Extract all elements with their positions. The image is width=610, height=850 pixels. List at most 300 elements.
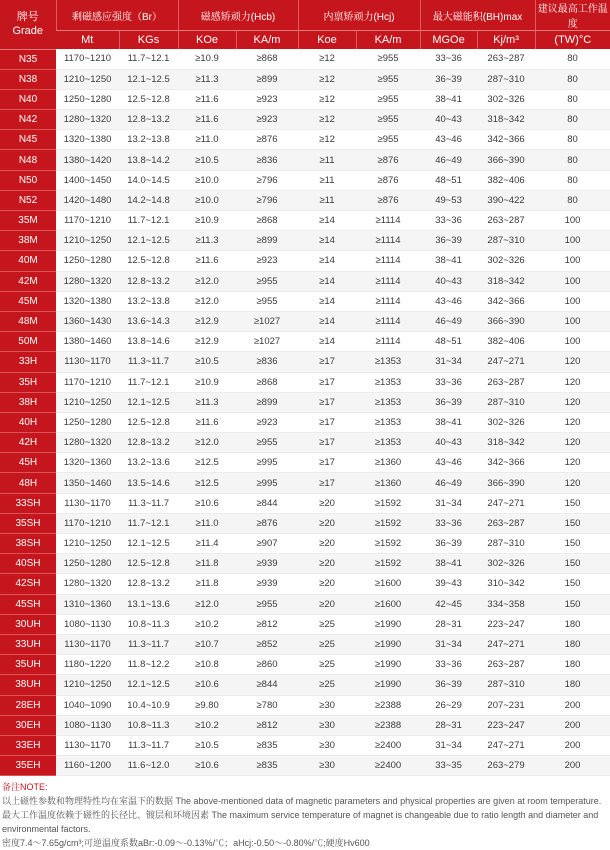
table-row [0, 392, 610, 412]
value-cell: ≥955 [356, 89, 420, 109]
value-cell: ≥11.6 [178, 251, 236, 271]
value-cell: 48~51 [420, 170, 477, 190]
table-row [0, 69, 610, 89]
value-cell: 120 [535, 473, 610, 493]
value-cell: ≥12 [298, 89, 356, 109]
value-cell: 11.7~12.1 [119, 372, 178, 392]
value-cell: 366~390 [477, 311, 535, 331]
value-cell: 287~310 [477, 69, 535, 89]
value-cell: 12.5~12.8 [119, 412, 178, 432]
note-line: 最大工作温度依赖于磁性的长径比、镀层和环境因素 The maximum service temperature of magnet is changeable due to ratio length and diameter and environmental factors. [2, 810, 599, 835]
value-cell: 1210~1250 [56, 675, 119, 695]
value-cell: ≥796 [236, 190, 298, 210]
value-cell: 43~46 [420, 130, 477, 150]
grade-cell: 48M [0, 311, 56, 331]
table-row [0, 352, 610, 372]
value-cell: ≥10.6 [178, 493, 236, 513]
unit-header: Kj/m³ [477, 31, 535, 50]
value-cell: ≥876 [356, 150, 420, 170]
value-cell: 120 [535, 433, 610, 453]
value-cell: ≥17 [298, 433, 356, 453]
value-cell: ≥14 [298, 231, 356, 251]
grade-header-cn: 牌号 [16, 11, 39, 24]
table-row [0, 231, 610, 251]
grade-cell: 33SH [0, 493, 56, 513]
value-cell: 100 [535, 332, 610, 352]
notes-section [0, 776, 610, 850]
value-cell: ≥30 [298, 735, 356, 755]
grade-cell: 45H [0, 453, 56, 473]
value-cell: 100 [535, 231, 610, 251]
value-cell: ≥10.2 [178, 614, 236, 634]
table-row [0, 513, 610, 533]
value-cell: ≥1600 [356, 594, 420, 614]
grade-cell: N45 [0, 130, 56, 150]
value-cell: ≥780 [236, 695, 298, 715]
value-cell: 180 [535, 655, 610, 675]
value-cell: 1130~1170 [56, 493, 119, 513]
grade-cell: N40 [0, 89, 56, 109]
value-cell: 310~342 [477, 574, 535, 594]
table-row [0, 493, 610, 513]
value-cell: ≥11.6 [178, 412, 236, 432]
table-row [0, 675, 610, 695]
value-cell: ≥11.8 [178, 554, 236, 574]
value-cell: 12.5~12.8 [119, 554, 178, 574]
value-cell: ≥1027 [236, 311, 298, 331]
value-cell: ≥11.6 [178, 110, 236, 130]
table-row [0, 412, 610, 432]
value-cell: 1130~1170 [56, 735, 119, 755]
table-row [0, 554, 610, 574]
value-cell: ≥955 [356, 69, 420, 89]
value-cell: 334~358 [477, 594, 535, 614]
value-cell: ≥995 [236, 453, 298, 473]
value-cell: 12.8~13.2 [119, 271, 178, 291]
value-cell: 390~422 [477, 190, 535, 210]
value-cell: ≥10.9 [178, 211, 236, 231]
value-cell: 263~287 [477, 211, 535, 231]
table-row [0, 715, 610, 735]
value-cell: ≥907 [236, 534, 298, 554]
value-cell: 80 [535, 170, 610, 190]
value-cell: 12.8~13.2 [119, 574, 178, 594]
grade-cell: 30UH [0, 614, 56, 634]
value-cell: 100 [535, 211, 610, 231]
value-cell: 150 [535, 574, 610, 594]
value-cell: ≥10.9 [178, 49, 236, 69]
value-cell: ≥836 [236, 150, 298, 170]
value-cell: 318~342 [477, 433, 535, 453]
value-cell: ≥939 [236, 554, 298, 574]
value-cell: 31~34 [420, 493, 477, 513]
value-cell: 1080~1130 [56, 614, 119, 634]
value-cell: ≥10.0 [178, 190, 236, 210]
table-row [0, 614, 610, 634]
value-cell: ≥835 [236, 756, 298, 776]
value-cell: ≥11 [298, 170, 356, 190]
table-row [0, 473, 610, 493]
value-cell: 48~51 [420, 332, 477, 352]
value-cell: 366~390 [477, 473, 535, 493]
value-cell: ≥11 [298, 150, 356, 170]
value-cell: 11.8~12.2 [119, 655, 178, 675]
value-cell: 31~34 [420, 634, 477, 654]
value-cell: ≥1360 [356, 473, 420, 493]
grade-cell: 45SH [0, 594, 56, 614]
value-cell: 200 [535, 735, 610, 755]
value-cell: ≥25 [298, 614, 356, 634]
grade-header [0, 0, 56, 49]
table-row [0, 251, 610, 271]
bhmax-header: 最大磁能积(BH)max [420, 0, 535, 31]
note-line: 密度7.4～7.65g/cm³;可逆温度系数aBr:-0.09～-0.13%/℃；aHcj:-0.50～-0.80%/℃;硬度Hv600 [2, 838, 370, 849]
value-cell: 80 [535, 69, 610, 89]
value-cell: 11.3~11.7 [119, 352, 178, 372]
table-row [0, 89, 610, 109]
unit-header: KOe [178, 31, 236, 50]
value-cell: 1280~1320 [56, 433, 119, 453]
value-cell: 36~39 [420, 675, 477, 695]
value-cell: 1160~1200 [56, 756, 119, 776]
value-cell: 150 [535, 594, 610, 614]
value-cell: ≥12 [298, 69, 356, 89]
value-cell: 342~366 [477, 130, 535, 150]
value-cell: 80 [535, 150, 610, 170]
grade-cell: 40H [0, 412, 56, 432]
value-cell: 12.8~13.2 [119, 433, 178, 453]
value-cell: 366~390 [477, 150, 535, 170]
value-cell: 302~326 [477, 554, 535, 574]
value-cell: ≥12 [298, 130, 356, 150]
grade-header-en: Grade [12, 25, 44, 38]
value-cell: 43~46 [420, 453, 477, 473]
table-row [0, 634, 610, 654]
grade-cell: 48H [0, 473, 56, 493]
value-cell: ≥10.6 [178, 675, 236, 695]
value-cell: ≥20 [298, 574, 356, 594]
value-cell: ≥955 [236, 291, 298, 311]
value-cell: 247~271 [477, 634, 535, 654]
unit-header: Mt [56, 31, 119, 50]
value-cell: 1280~1320 [56, 271, 119, 291]
value-cell: 12.5~12.8 [119, 251, 178, 271]
value-cell: ≥796 [236, 170, 298, 190]
table-body [0, 49, 610, 776]
value-cell: 1210~1250 [56, 231, 119, 251]
value-cell: 287~310 [477, 534, 535, 554]
grade-cell: 38UH [0, 675, 56, 695]
value-cell: 12.1~12.5 [119, 392, 178, 412]
value-cell: ≥923 [236, 251, 298, 271]
value-cell: 1040~1090 [56, 695, 119, 715]
value-cell: 11.6~12.0 [119, 756, 178, 776]
value-cell: ≥10.5 [178, 150, 236, 170]
value-cell: 11.3~11.7 [119, 735, 178, 755]
value-cell: 200 [535, 715, 610, 735]
value-cell: 120 [535, 392, 610, 412]
value-cell: 11.3~11.7 [119, 634, 178, 654]
value-cell: ≥844 [236, 493, 298, 513]
unit-header: (TW)°C [535, 31, 610, 50]
value-cell: ≥955 [236, 433, 298, 453]
grade-cell: 35M [0, 211, 56, 231]
value-cell: 1170~1210 [56, 211, 119, 231]
value-cell: 13.2~13.8 [119, 291, 178, 311]
value-cell: 36~39 [420, 534, 477, 554]
value-cell: 247~271 [477, 735, 535, 755]
unit-header: KA/m [236, 31, 298, 50]
unit-header: KGs [119, 31, 178, 50]
value-cell: ≥1990 [356, 634, 420, 654]
value-cell: ≥12 [298, 110, 356, 130]
table-row [0, 130, 610, 150]
value-cell: ≥1600 [356, 574, 420, 594]
value-cell: ≥20 [298, 493, 356, 513]
value-cell: 33~35 [420, 756, 477, 776]
table-row [0, 332, 610, 352]
value-cell: 342~366 [477, 291, 535, 311]
value-cell: 26~29 [420, 695, 477, 715]
value-cell: 318~342 [477, 110, 535, 130]
value-cell: ≥876 [236, 130, 298, 150]
value-cell: 180 [535, 634, 610, 654]
value-cell: 382~406 [477, 332, 535, 352]
value-cell: ≥17 [298, 453, 356, 473]
value-cell: ≥17 [298, 473, 356, 493]
table-row [0, 211, 610, 231]
value-cell: 1380~1460 [56, 332, 119, 352]
value-cell: ≥923 [236, 412, 298, 432]
value-cell: ≥1114 [356, 231, 420, 251]
value-cell: 40~43 [420, 433, 477, 453]
value-cell: ≥1990 [356, 614, 420, 634]
value-cell: 223~247 [477, 614, 535, 634]
notes-title: 备注NOTE: [2, 782, 48, 793]
value-cell: ≥1027 [236, 332, 298, 352]
grade-cell: 40SH [0, 554, 56, 574]
value-cell: ≥876 [356, 190, 420, 210]
grade-cell: 28EH [0, 695, 56, 715]
value-cell: 36~39 [420, 69, 477, 89]
value-cell: 342~366 [477, 453, 535, 473]
value-cell: 12.1~12.5 [119, 534, 178, 554]
value-cell: ≥30 [298, 715, 356, 735]
value-cell: ≥899 [236, 392, 298, 412]
grade-cell: N52 [0, 190, 56, 210]
grade-cell: N38 [0, 69, 56, 89]
table-row [0, 433, 610, 453]
grade-cell: 30EH [0, 715, 56, 735]
value-cell: 223~247 [477, 715, 535, 735]
value-cell: ≥17 [298, 392, 356, 412]
grade-cell: 45M [0, 291, 56, 311]
value-cell: ≥30 [298, 695, 356, 715]
value-cell: 1250~1280 [56, 251, 119, 271]
unit-header: KA/m [356, 31, 420, 50]
value-cell: ≥10.2 [178, 715, 236, 735]
br-header: 剩磁感应强度（Br） [56, 0, 178, 31]
value-cell: ≥10.9 [178, 372, 236, 392]
grade-cell: N35 [0, 49, 56, 69]
value-cell: 31~34 [420, 735, 477, 755]
table-row [0, 594, 610, 614]
value-cell: ≥25 [298, 675, 356, 695]
grade-cell: 35SH [0, 513, 56, 533]
value-cell: ≥876 [356, 170, 420, 190]
value-cell: 11.7~12.1 [119, 513, 178, 533]
value-cell: 12.1~12.5 [119, 231, 178, 251]
value-cell: 28~31 [420, 715, 477, 735]
value-cell: ≥10.5 [178, 735, 236, 755]
value-cell: ≥10.6 [178, 756, 236, 776]
value-cell: ≥14 [298, 332, 356, 352]
hcb-header: 磁感矫顽力(Hcb) [178, 0, 298, 31]
value-cell: 12.5~12.8 [119, 89, 178, 109]
value-cell: ≥844 [236, 675, 298, 695]
value-cell: 33~36 [420, 513, 477, 533]
grade-cell: 42SH [0, 574, 56, 594]
value-cell: 1210~1250 [56, 534, 119, 554]
value-cell: 100 [535, 291, 610, 311]
value-cell: ≥14 [298, 251, 356, 271]
value-cell: 180 [535, 614, 610, 634]
grade-cell: 38SH [0, 534, 56, 554]
value-cell: 1320~1380 [56, 130, 119, 150]
value-cell: 40~43 [420, 110, 477, 130]
value-cell: ≥1990 [356, 675, 420, 695]
value-cell: ≥11.3 [178, 69, 236, 89]
value-cell: ≥12.0 [178, 594, 236, 614]
value-cell: 207~231 [477, 695, 535, 715]
value-cell: 13.1~13.6 [119, 594, 178, 614]
value-cell: 1320~1360 [56, 453, 119, 473]
value-cell: 1250~1280 [56, 412, 119, 432]
value-cell: ≥12.5 [178, 453, 236, 473]
value-cell: 1250~1280 [56, 554, 119, 574]
value-cell: 13.2~13.6 [119, 453, 178, 473]
value-cell: ≥10.8 [178, 655, 236, 675]
value-cell: 13.5~14.6 [119, 473, 178, 493]
value-cell: ≥812 [236, 715, 298, 735]
grade-cell: 40M [0, 251, 56, 271]
value-cell: 36~39 [420, 392, 477, 412]
value-cell: 263~279 [477, 756, 535, 776]
value-cell: ≥923 [236, 110, 298, 130]
value-cell: 80 [535, 49, 610, 69]
value-cell: 46~49 [420, 311, 477, 331]
value-cell: 120 [535, 372, 610, 392]
value-cell: 100 [535, 271, 610, 291]
value-cell: 10.8~11.3 [119, 614, 178, 634]
value-cell: 1210~1250 [56, 69, 119, 89]
value-cell: ≥2400 [356, 756, 420, 776]
value-cell: ≥955 [356, 110, 420, 130]
value-cell: 1400~1450 [56, 170, 119, 190]
value-cell: ≥1592 [356, 534, 420, 554]
value-cell: 40~43 [420, 271, 477, 291]
value-cell: ≥939 [236, 574, 298, 594]
value-cell: ≥11.0 [178, 513, 236, 533]
note-line: 以上磁性参数和物理特性均在室温下的数据 The above-mentioned data of magnetic parameters and physical properties are given at room temperature. [2, 796, 602, 807]
grade-cell: 42M [0, 271, 56, 291]
value-cell: ≥955 [236, 594, 298, 614]
value-cell: 38~41 [420, 554, 477, 574]
value-cell: 11.3~11.7 [119, 493, 178, 513]
value-cell: 38~41 [420, 251, 477, 271]
value-cell: 263~287 [477, 655, 535, 675]
value-cell: 287~310 [477, 392, 535, 412]
value-cell: 46~49 [420, 473, 477, 493]
value-cell: 120 [535, 412, 610, 432]
value-cell: 1170~1210 [56, 372, 119, 392]
table-row [0, 695, 610, 715]
value-cell: 13.6~14.3 [119, 311, 178, 331]
value-cell: ≥835 [236, 735, 298, 755]
value-cell: 31~34 [420, 352, 477, 372]
table-row [0, 110, 610, 130]
table-row [0, 655, 610, 675]
table-row [0, 453, 610, 473]
value-cell: ≥14 [298, 271, 356, 291]
value-cell: 13.8~14.2 [119, 150, 178, 170]
grade-cell: 42H [0, 433, 56, 453]
value-cell: 1180~1220 [56, 655, 119, 675]
grade-cell: N42 [0, 110, 56, 130]
table-row [0, 190, 610, 210]
value-cell: ≥868 [236, 372, 298, 392]
value-cell: 80 [535, 89, 610, 109]
value-cell: 200 [535, 695, 610, 715]
value-cell: ≥12.0 [178, 271, 236, 291]
value-cell: 80 [535, 130, 610, 150]
value-cell: 1130~1170 [56, 634, 119, 654]
value-cell: ≥1114 [356, 332, 420, 352]
value-cell: 1420~1480 [56, 190, 119, 210]
value-cell: 302~326 [477, 89, 535, 109]
value-cell: ≥2400 [356, 735, 420, 755]
value-cell: 287~310 [477, 675, 535, 695]
value-cell: 120 [535, 453, 610, 473]
value-cell: 13.8~14.6 [119, 332, 178, 352]
grade-cell: 35EH [0, 756, 56, 776]
value-cell: 263~287 [477, 372, 535, 392]
value-cell: 33~36 [420, 372, 477, 392]
value-cell: ≥11.8 [178, 574, 236, 594]
value-cell: ≥11 [298, 190, 356, 210]
value-cell: 180 [535, 675, 610, 695]
value-cell: ≥899 [236, 69, 298, 89]
table-row [0, 291, 610, 311]
table-row [0, 756, 610, 776]
value-cell: ≥1114 [356, 271, 420, 291]
work-temp-header: 建议最高工作温度 [535, 0, 610, 31]
value-cell: ≥1114 [356, 291, 420, 311]
unit-header: MGOe [420, 31, 477, 50]
value-cell: ≥12.0 [178, 291, 236, 311]
value-cell: ≥852 [236, 634, 298, 654]
value-cell: 36~39 [420, 231, 477, 251]
grade-cell: 38H [0, 392, 56, 412]
table-row [0, 735, 610, 755]
value-cell: 100 [535, 251, 610, 271]
value-cell: 1210~1250 [56, 392, 119, 412]
value-cell: 287~310 [477, 231, 535, 251]
value-cell: ≥10.5 [178, 352, 236, 372]
value-cell: 12.8~13.2 [119, 110, 178, 130]
grade-cell: 33H [0, 352, 56, 372]
value-cell: ≥20 [298, 513, 356, 533]
